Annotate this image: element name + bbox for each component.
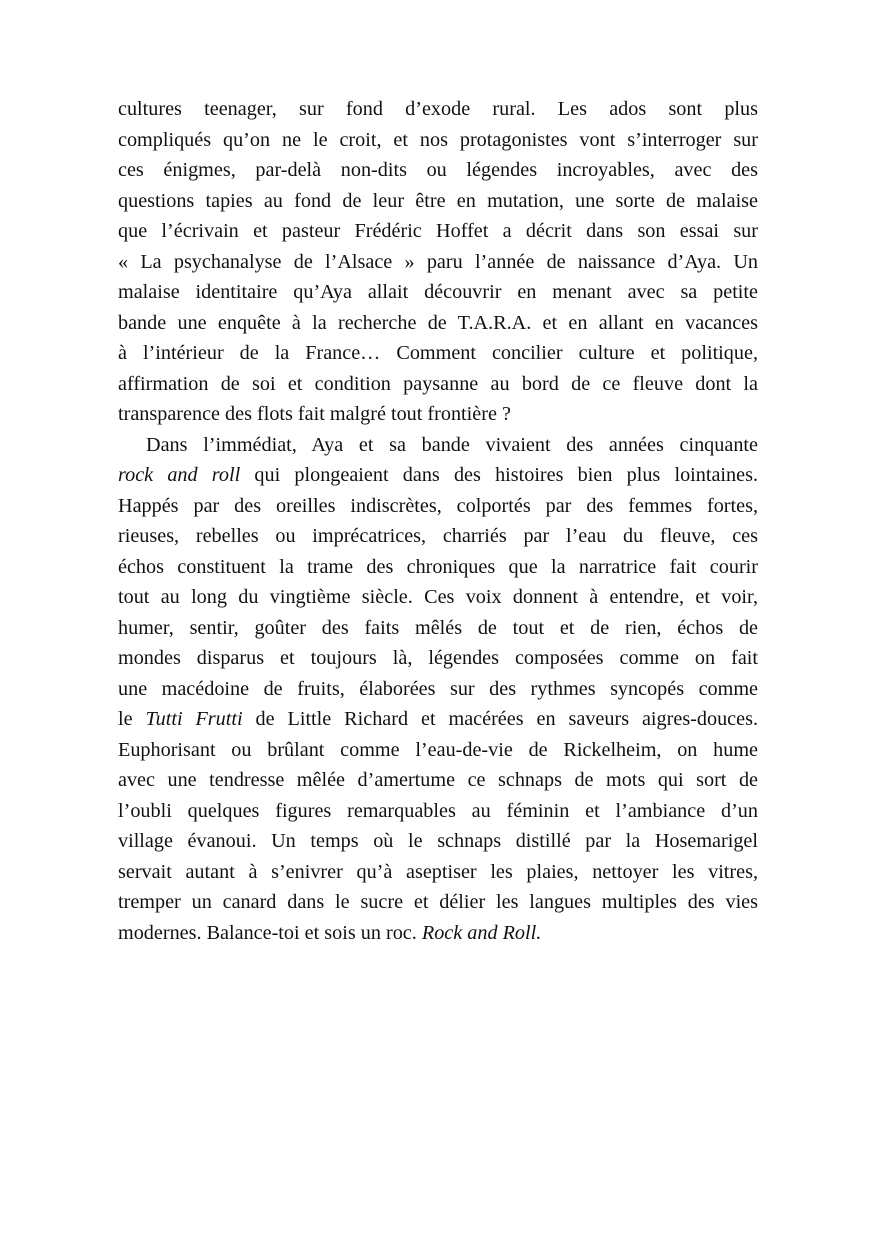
text-line: malaise identitaire qu’Aya allait découvrir en menant avec sa petite [118,281,758,303]
italic-phrase: Tutti Frutti [145,708,243,730]
text-line: que l’écrivain et pasteur Frédéric Hoffet a décrit dans son essai sur [118,220,758,242]
page-body [118,94,758,948]
text-line: « La psychanalyse de l’Alsace » paru l’année de naissance d’Aya. Un [118,250,758,273]
text-line: cultures teenager, sur fond d’exode rural. Les ados sont plus [118,98,758,120]
text-line: affirmation de soi et condition paysanne au bord de ce fleuve dont la [118,372,758,395]
text-line: tout au long du vingtième siècle. Ces voix donnent à entendre, et voir, [118,586,758,608]
text-fragment: le [118,708,146,730]
text-line: l’oubli quelques figures remarquables au féminin et l’ambiance d’un [118,799,758,822]
paragraph-2 [118,430,758,949]
text-line: bande une enquête à la recherche de T.A.R.A. et en allant en vacances [118,311,758,334]
text-fragment: modernes. Balance-toi et sois un roc. [118,921,422,944]
text-line: servait autant à s’enivrer qu’à aseptiser les plaies, nettoyer les vitres, [118,860,758,883]
italic-phrase: rock and roll [118,464,241,486]
text-line [118,918,758,949]
text-line [118,460,758,491]
text-line: Dans l’immédiat, Aya et sa bande vivaient des années cinquante [146,433,758,456]
text-line: transparence des flots fait malgré tout frontière ? [118,403,511,425]
text-line: Happés par des oreilles indiscrètes, colportés par des femmes fortes, [118,494,758,517]
text-line: compliqués qu’on ne le croit, et nos protagonistes vont s’interroger sur [118,128,758,151]
text-line: ces énigmes, par-delà non-dits ou légendes incroyables, avec des [118,159,758,181]
paragraph-1 [118,94,758,430]
text-line: Euphorisant ou brûlant comme l’eau-de-vie de Rickelheim, on hume [118,738,758,761]
text-line: à l’intérieur de la France… Comment concilier culture et politique, [118,342,758,364]
text-line: une macédoine de fruits, élaborées sur des rythmes syncopés comme [118,677,758,700]
text-line: tremper un canard dans le sucre et délier les langues multiples des vies [118,891,758,913]
text-line [118,704,758,735]
text-fragment: de Little Richard et macérées en saveurs aigres-douces. [242,708,759,730]
text-line: échos constituent la trame des chroniques que la narratrice fait courir [118,555,758,578]
text-line: avec une tendresse mêlée d’amertume ce schnaps de mots qui sort de [118,769,758,791]
italic-phrase: Rock and Roll. [421,921,542,944]
text-line: village évanoui. Un temps où le schnaps distillé par la Hosemarigel [118,830,758,852]
text-line: questions tapies au fond de leur être en mutation, une sorte de malaise [118,189,758,212]
text-fragment: qui plongeaient dans des histoires bien plus lointaines. [240,464,758,486]
text-line: humer, sentir, goûter des faits mêlés de tout et de rien, échos de [118,616,758,639]
text-line: rieuses, rebelles ou imprécatrices, charriés par l’eau du fleuve, ces [118,525,758,547]
text-line: mondes disparus et toujours là, légendes composées comme on fait [118,647,758,669]
